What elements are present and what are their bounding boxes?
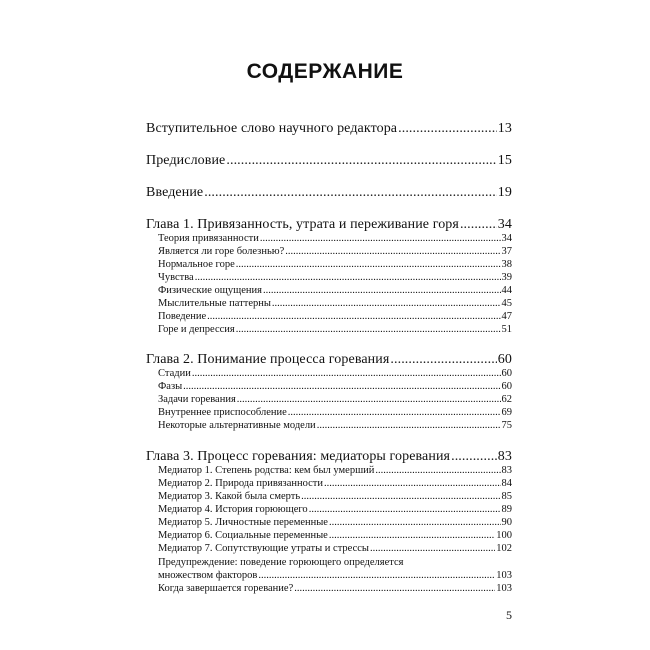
toc-subentry-page: 44 <box>501 285 512 296</box>
toc-leader-dots <box>272 298 501 309</box>
toc-subentry-title: Стадии <box>158 368 191 379</box>
toc-subentry <box>158 517 512 528</box>
toc-subentry-page: 103 <box>496 570 512 581</box>
toc-subentry-warning-line1: Предупреждение: поведение горюющего определяется <box>158 557 404 568</box>
toc-entry-page: 15 <box>497 153 512 168</box>
toc-subentry-title: Мыслительные паттерны <box>158 298 271 309</box>
toc-subentry-title: множеством факторов <box>158 570 258 581</box>
toc-subentry-title: Медиатор 2. Природа привязанности <box>158 478 323 489</box>
toc-entry-title: Вступительное слово научного редактора <box>146 121 398 136</box>
toc-subentry-warning <box>158 570 512 581</box>
toc-subentry-title: Медиатор 4. История горюющего <box>158 504 308 515</box>
toc-subentry-title: Медиатор 3. Какой была смерть <box>158 491 301 502</box>
toc-subentry <box>158 381 512 392</box>
toc-leader-dots <box>390 352 496 368</box>
toc-entry-title: Введение <box>146 185 204 200</box>
toc-chapter-1 <box>146 217 512 233</box>
toc-leader-dots <box>329 530 495 541</box>
toc-entry-introduction <box>146 185 512 201</box>
toc-subentry-title: Медиатор 7. Сопутствующие утраты и стрессы <box>158 543 369 554</box>
toc-subentry-page: 60 <box>501 381 512 392</box>
toc-leader-dots <box>204 185 497 201</box>
toc-subentry <box>158 530 512 541</box>
toc-subentry <box>158 407 512 418</box>
toc-leader-dots <box>329 517 501 528</box>
toc-subentry-page: 37 <box>501 246 512 257</box>
toc-entry-foreword-editor <box>146 121 512 137</box>
toc-entry-page: 83 <box>497 449 512 464</box>
toc-subentry-page: 38 <box>501 259 512 270</box>
toc-leader-dots <box>285 246 500 257</box>
toc-subentry-page: 84 <box>501 478 512 489</box>
toc-subentry-page: 47 <box>501 311 512 322</box>
toc-subentry <box>158 543 512 554</box>
toc-leader-dots <box>375 465 500 476</box>
toc-leader-dots <box>237 394 501 405</box>
toc-entry-page: 34 <box>497 217 512 232</box>
toc-leader-dots <box>236 259 501 270</box>
toc-subentry <box>158 259 512 270</box>
toc-leader-dots <box>398 121 497 137</box>
toc-leader-dots <box>451 449 497 465</box>
toc-leader-dots <box>370 543 495 554</box>
toc-subentry <box>158 583 512 594</box>
toc-leader-dots <box>236 324 501 335</box>
toc-subentry <box>158 285 512 296</box>
toc-subentry-title: Горе и депрессия <box>158 324 235 335</box>
toc-leader-dots <box>258 570 495 581</box>
toc-leader-dots <box>195 272 501 283</box>
toc-subentry-page: 69 <box>501 407 512 418</box>
toc-subentry-title: Поведение <box>158 311 207 322</box>
toc-leader-dots <box>192 368 501 379</box>
toc-subentry-title: Физические ощущения <box>158 285 262 296</box>
toc-leader-dots <box>263 285 501 296</box>
toc-subentry <box>158 491 512 502</box>
toc-subentry-title: Когда завершается горевание? <box>158 583 294 594</box>
toc-subentry <box>158 324 512 335</box>
toc-subentry-page: 34 <box>501 233 512 244</box>
page-title: СОДЕРЖАНИЕ <box>246 60 404 83</box>
toc-leader-dots <box>301 491 500 502</box>
toc-leader-dots <box>288 407 501 418</box>
toc-chapter-2 <box>146 352 512 368</box>
toc-subentry-page: 89 <box>501 504 512 515</box>
toc-subentry-title: Теория привязанности <box>158 233 259 244</box>
toc-subentry <box>158 368 512 379</box>
toc-subentry-title: Фазы <box>158 381 183 392</box>
toc-subentry <box>158 246 512 257</box>
toc-leader-dots <box>226 153 496 169</box>
toc-leader-dots <box>294 583 495 594</box>
toc-subentry <box>158 504 512 515</box>
toc-subentry-page: 102 <box>496 543 512 554</box>
toc-subentry-page: 51 <box>501 324 512 335</box>
toc-subentry-page: 83 <box>501 465 512 476</box>
toc-entry-preface <box>146 153 512 169</box>
toc-subentry-page: 45 <box>501 298 512 309</box>
toc-subentry <box>158 394 512 405</box>
toc-leader-dots <box>183 381 500 392</box>
toc-subentry-page: 39 <box>501 272 512 283</box>
toc-entry-title: Глава 1. Привязанность, утрата и переживание горя <box>146 217 459 232</box>
toc-subentry-page: 62 <box>501 394 512 405</box>
toc-subentry-page: 85 <box>501 491 512 502</box>
toc-entry-page: 13 <box>497 121 512 136</box>
toc-leader-dots <box>324 478 501 489</box>
toc-entry-title: Предисловие <box>146 153 226 168</box>
toc-subentry-page: 100 <box>496 530 512 541</box>
toc-subentry-page: 60 <box>501 368 512 379</box>
toc-subentry-title: Является ли горе болезнью? <box>158 246 285 257</box>
toc-subentry <box>158 233 512 244</box>
toc-chapter-3 <box>146 449 512 465</box>
toc-subentry-title: Чувства <box>158 272 194 283</box>
toc-subentry-title: Внутреннее приспособление <box>158 407 287 418</box>
toc-subentry <box>158 465 512 476</box>
toc-entry-title: Глава 3. Процесс горевания: медиаторы горевания <box>146 449 451 464</box>
toc-subentry-page: 103 <box>496 583 512 594</box>
toc-subentry-title: Задачи горевания <box>158 394 236 405</box>
toc-subentry <box>158 298 512 309</box>
toc-entry-page: 19 <box>497 185 512 200</box>
toc-subentry-page: 75 <box>501 420 512 431</box>
toc-subentry <box>158 272 512 283</box>
toc-leader-dots <box>317 420 501 431</box>
toc-subentry-title: Медиатор 1. Степень родства: кем был умерший <box>158 465 375 476</box>
toc-leader-dots <box>460 217 497 233</box>
toc-leader-dots <box>309 504 501 515</box>
toc-entry-title: Глава 2. Понимание процесса горевания <box>146 352 390 367</box>
toc-subentry-title: Медиатор 6. Социальные переменные <box>158 530 328 541</box>
toc-leader-dots <box>207 311 500 322</box>
toc-subentry <box>158 478 512 489</box>
toc-entry-page: 60 <box>497 352 512 367</box>
toc-subentry <box>158 420 512 431</box>
toc-subentry-title: Нормальное горе <box>158 259 235 270</box>
toc-subentry <box>158 311 512 322</box>
toc-subentry-title: Некоторые альтернативные модели <box>158 420 316 431</box>
toc-leader-dots <box>260 233 501 244</box>
page-number: 5 <box>506 608 512 622</box>
toc-subentry-page: 90 <box>501 517 512 528</box>
toc-subentry-title: Медиатор 5. Личностные переменные <box>158 517 328 528</box>
